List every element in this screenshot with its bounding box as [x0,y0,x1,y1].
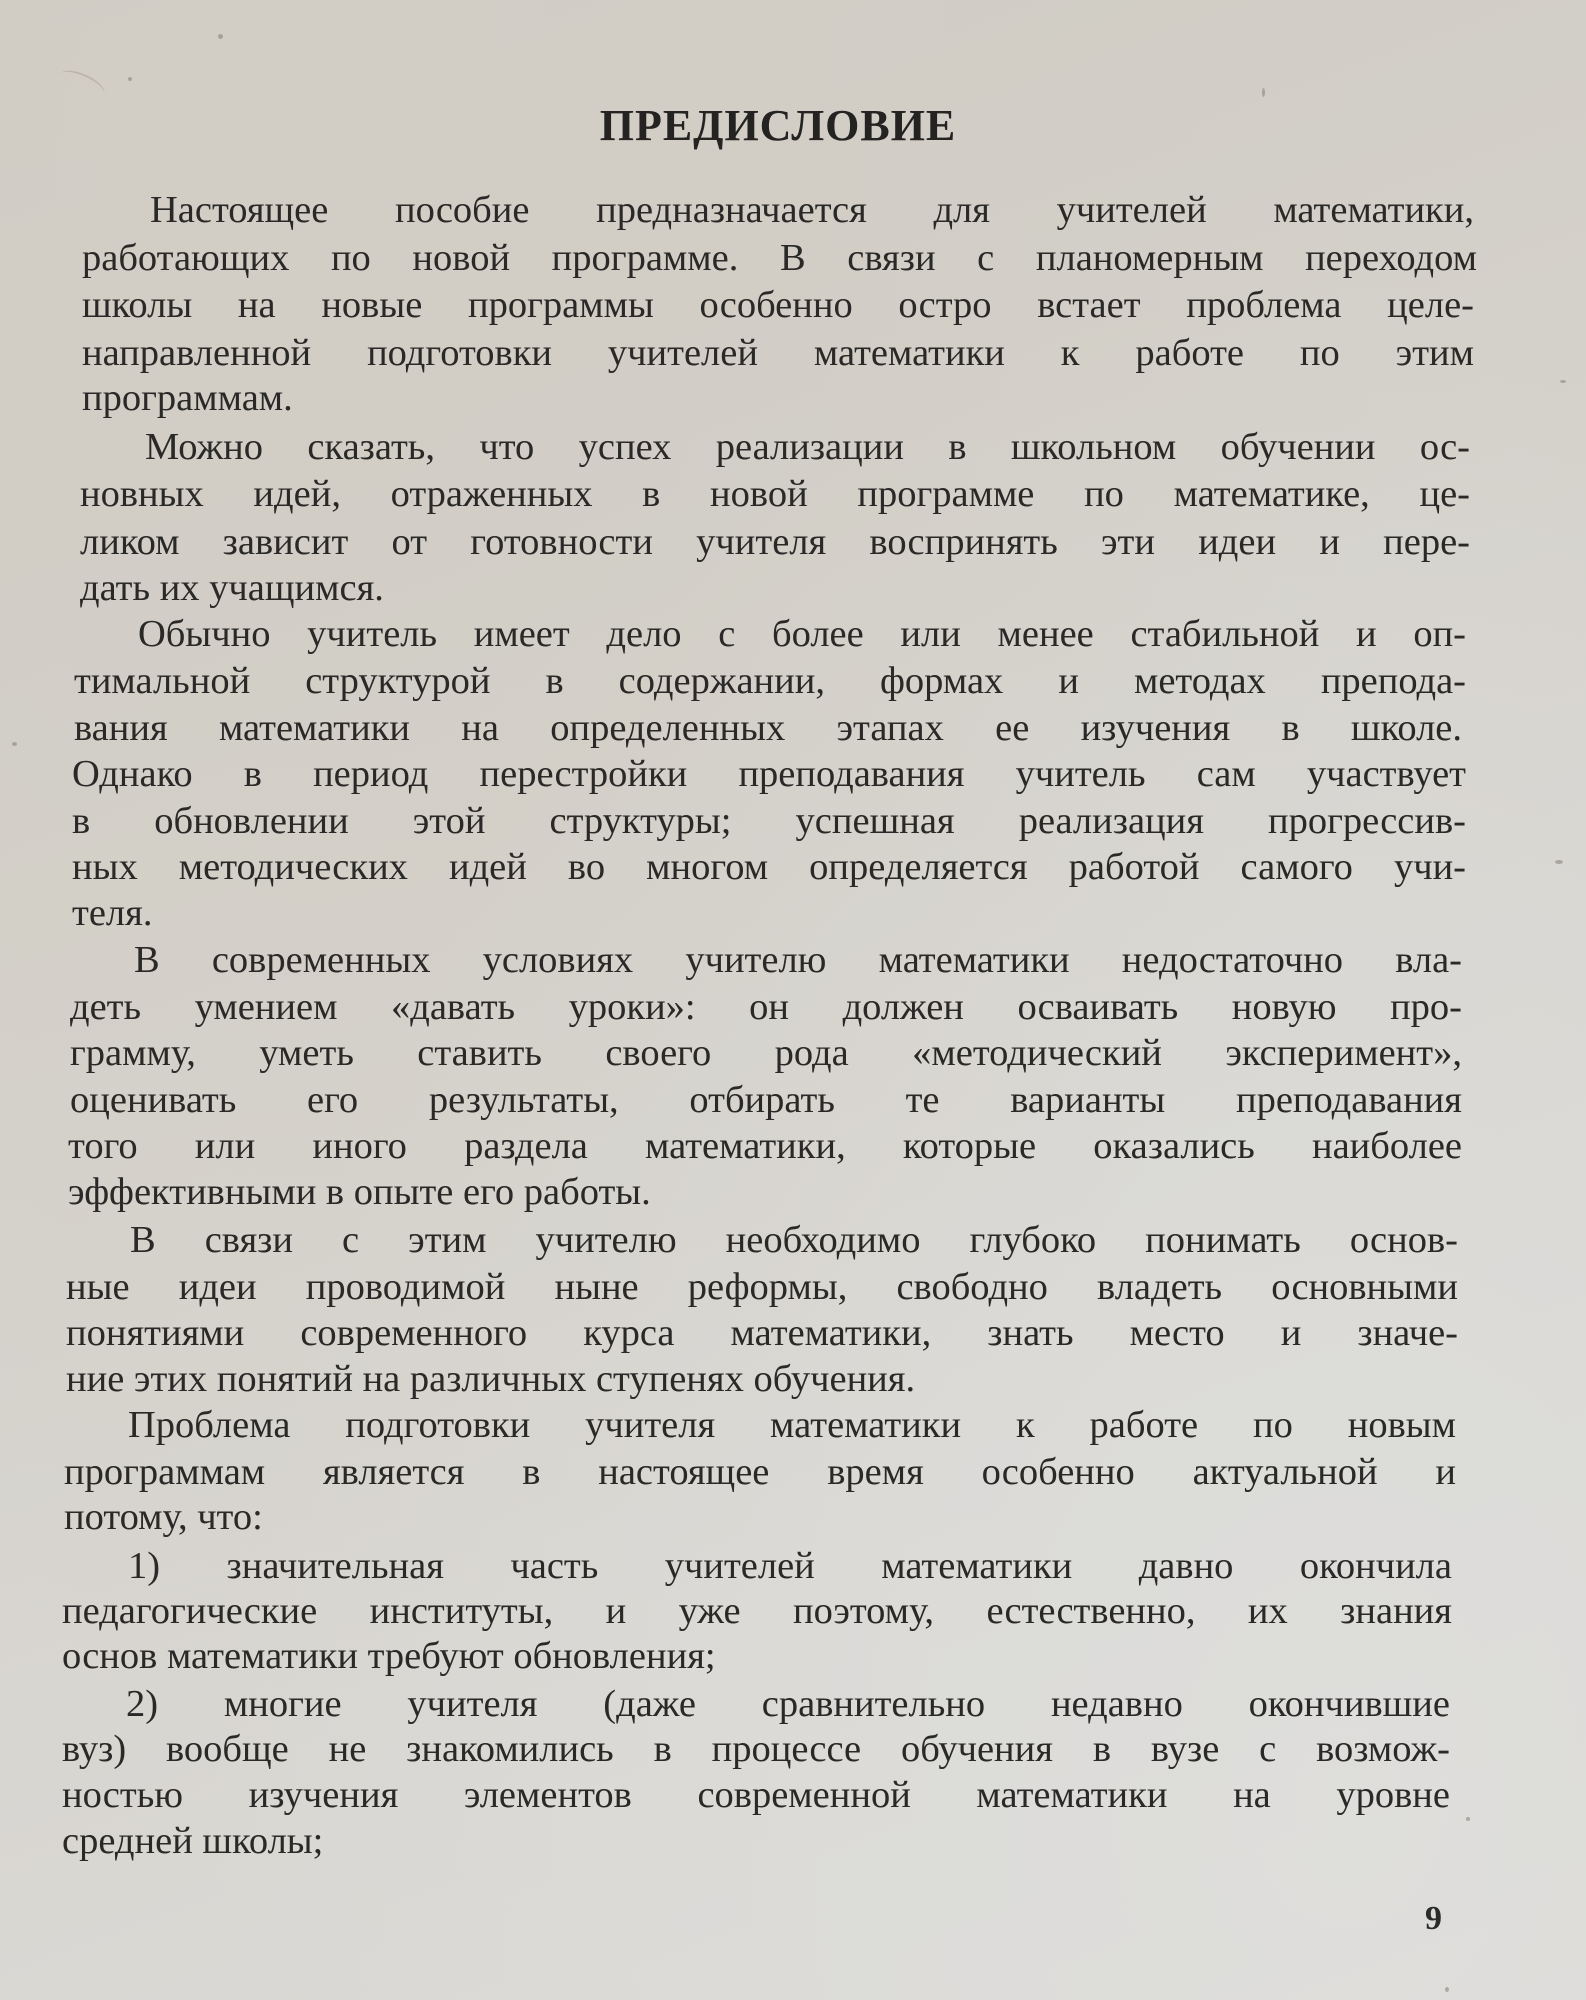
text-line: грамму, уметь ставить своего рода «методический эксперимент», [70,1032,1462,1074]
text-line: деть умением «давать уроки»: он должен осваивать новую про- [70,986,1462,1028]
page-number: 9 [1425,1900,1442,1937]
text-line: ние этих понятий на различных ступенях обучения. [66,1358,916,1400]
text-line: новных идей, отраженных в новой программе по математике, це- [80,473,1470,515]
paper-speck [1445,1987,1449,1992]
text-line: В связи с этим учителю необходимо глубоко понимать основ- [130,1219,1458,1261]
text-line: средней школы; [62,1820,324,1862]
text-line: Обычно учитель имеет дело с более или менее стабильной и оп- [138,613,1466,655]
text-line: теля. [72,892,153,934]
text-line: ных методических идей во многом определяется работой самого учи- [72,846,1466,888]
text-line: дать их учащимся. [80,567,384,609]
paper-speck [1262,88,1265,97]
paper-speck [1555,860,1563,864]
text-line: тимальной структурой в содержании, формах и методах препода- [74,660,1466,702]
text-line: 1) значительная часть учителей математики давно окончила [128,1545,1452,1587]
text-line: понятиями современного курса математики, знать место и значе- [66,1312,1458,1354]
text-line: Настоящее пособие предназначается для учителей математики, [150,189,1474,231]
text-line: того или иного раздела математики, которые оказались наиболее [68,1125,1462,1167]
text-line: потому, что: [64,1496,263,1538]
text-line: ликом зависит от готовности учителя воспринять эти идеи и пере- [80,521,1470,563]
text-line: В современных условиях учителю математики недостаточно вла- [134,939,1462,981]
paper-speck [218,34,223,39]
text-line: вания математики на определенных этапах ее изучения в школе. [74,707,1462,749]
text-line: оценивать его результаты, отбирать те варианты преподавания [70,1079,1462,1121]
text-line: программам. [82,377,293,419]
text-line: 2) многие учителя (даже сравнительно недавно окончившие [126,1683,1450,1725]
text-line: эффективными в опыте его работы. [68,1171,651,1213]
text-line: ностью изучения элементов современной математики на уровне [62,1774,1450,1816]
paper-speck [1560,380,1566,383]
text-line: работающих по новой программе. В связи с планомерным переходом [82,237,1477,279]
text-line: ные идеи проводимой ныне реформы, свободно владеть основными [66,1266,1458,1308]
paper-speck [1466,1817,1470,1821]
paper-speck [12,742,17,746]
text-line: программам является в настоящее время особенно актуальной и [64,1451,1456,1493]
text-line: в обновлении этой структуры; успешная реализация прогрессив- [72,800,1466,842]
paper-scratch [56,65,108,103]
text-line: Однако в период перестройки преподавания учитель сам участвует [72,753,1466,795]
text-line: педагогические институты, и уже поэтому, естественно, их знания [62,1590,1452,1632]
page-title: ПРЕДИСЛОВИЕ [599,101,957,150]
text-line: Проблема подготовки учителя математики к работе по новым [128,1404,1456,1446]
paper-speck [128,77,132,81]
text-line: Можно сказать, что успех реализации в школьном обучении ос- [145,426,1470,468]
text-line: основ математики требуют обновления; [62,1635,716,1677]
text-line: вуз) вообще не знакомились в процессе обучения в вузе с возмож- [62,1728,1450,1770]
text-line: школы на новые программы особенно остро встает проблема целе- [82,284,1474,326]
text-line: направленной подготовки учителей математики к работе по этим [82,332,1474,374]
